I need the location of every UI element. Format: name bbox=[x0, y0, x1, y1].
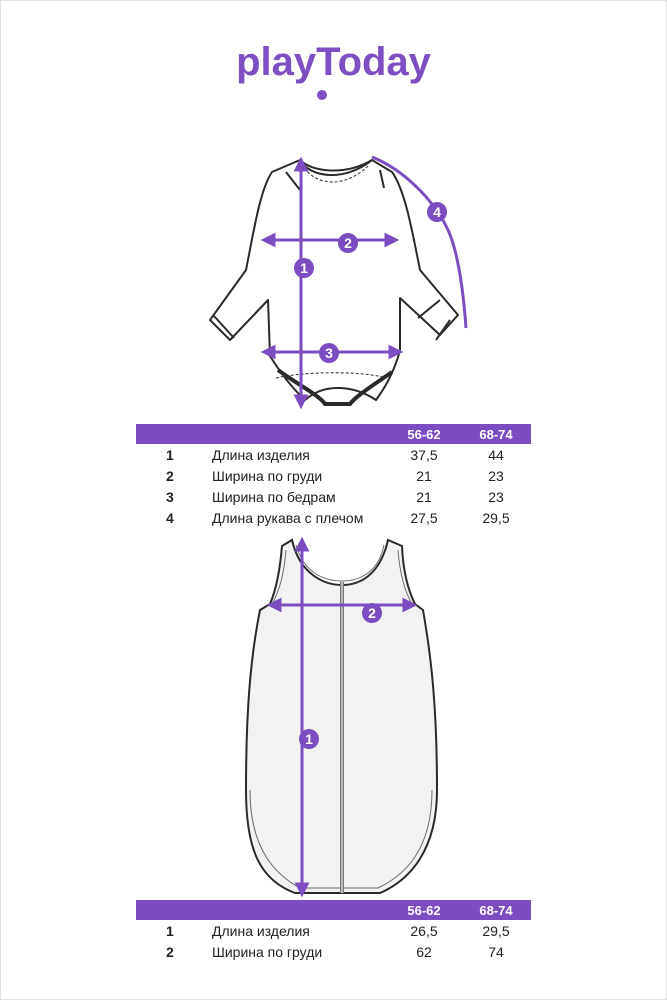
row-value-1: 62 bbox=[416, 944, 432, 960]
marker-1: 1 bbox=[300, 260, 308, 276]
logo-text: playToday bbox=[236, 40, 431, 84]
row-value-2: 29,5 bbox=[482, 510, 510, 526]
marker-2: 2 bbox=[368, 605, 376, 621]
row-value-1: 37,5 bbox=[410, 447, 438, 463]
row-value-2: 23 bbox=[488, 489, 504, 505]
row-value-2: 23 bbox=[488, 468, 504, 484]
row-number: 4 bbox=[166, 510, 174, 526]
row-value-2: 44 bbox=[488, 447, 504, 463]
row-number: 3 bbox=[166, 489, 174, 505]
marker-2: 2 bbox=[344, 235, 352, 251]
row-value-2: 29,5 bbox=[482, 923, 510, 939]
row-number: 2 bbox=[166, 468, 174, 484]
row-number: 2 bbox=[166, 944, 174, 960]
row-value-1: 26,5 bbox=[410, 923, 438, 939]
marker-3: 3 bbox=[325, 345, 333, 361]
table-row bbox=[136, 941, 531, 962]
row-value-1: 27,5 bbox=[410, 510, 438, 526]
size-col-1: 56-62 bbox=[407, 427, 441, 442]
marker-1: 1 bbox=[305, 731, 313, 747]
row-name: Длина изделия bbox=[212, 923, 310, 939]
row-value-1: 21 bbox=[416, 489, 432, 505]
table-header bbox=[136, 900, 531, 920]
row-name: Ширина по груди bbox=[212, 468, 323, 484]
row-name: Длина изделия bbox=[212, 447, 310, 463]
table-row bbox=[136, 920, 531, 941]
size-col-2: 68-74 bbox=[479, 903, 513, 918]
row-value-1: 21 bbox=[416, 468, 432, 484]
size-col-1: 56-62 bbox=[407, 903, 441, 918]
size-table-sleep-sack bbox=[136, 900, 531, 962]
row-name: Ширина по груди bbox=[212, 944, 323, 960]
row-name: Длина рукава с плечом bbox=[212, 510, 364, 526]
row-number: 1 bbox=[166, 447, 174, 463]
size-col-2: 68-74 bbox=[479, 427, 513, 442]
marker-4: 4 bbox=[433, 204, 441, 220]
row-number: 1 bbox=[166, 923, 174, 939]
row-name: Ширина по бедрам bbox=[212, 489, 336, 505]
row-value-2: 74 bbox=[488, 944, 504, 960]
